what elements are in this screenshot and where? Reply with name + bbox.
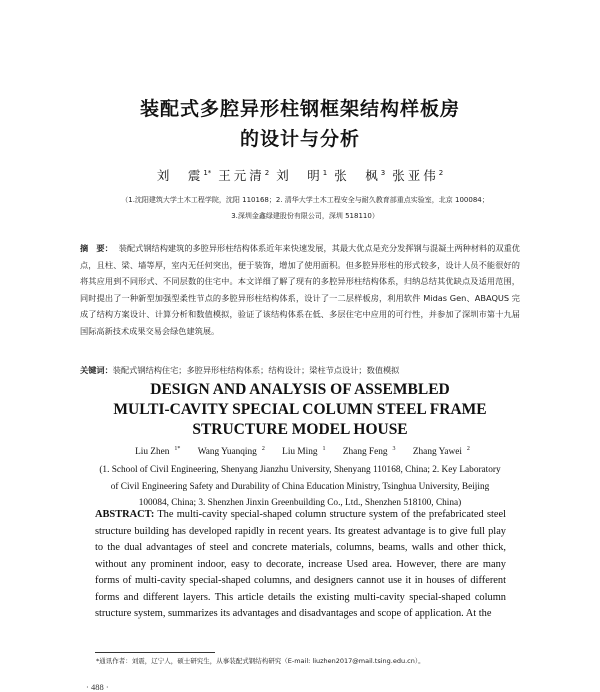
chinese-title-line-2: 的设计与分析	[239, 128, 360, 150]
chinese-abstract	[80, 240, 520, 339]
cn-author: 张亚伟$^2$	[392, 168, 444, 183]
chinese-keywords	[80, 365, 520, 376]
en-author: Zhang Feng $^3$	[342, 446, 396, 458]
chinese-title-line-1: 装配式多腔异形柱钢框架结构样板房	[139, 98, 460, 120]
cn-author: 刘 震$^{1*}$	[156, 168, 212, 183]
english-title-line-1: DESIGN AND ANALYSIS OF ASSEMBLED	[150, 381, 450, 398]
footnote: *通讯作者：刘震，辽宁人，硕士研究生，从事装配式钢结构研究（E-mail: liuzhen2017@mail.tsing.edu.cn）。	[96, 657, 425, 665]
cn-affiliation-line-2: 3.深圳金鑫绿建股份有限公司，深圳 518110）	[231, 212, 379, 220]
cn-author: 王元清$^2$	[218, 168, 270, 183]
footnote-divider	[95, 652, 215, 653]
english-authors	[0, 446, 600, 457]
cn-abstract-label: 摘 要：	[80, 243, 113, 253]
chinese-affiliations	[120, 192, 490, 224]
en-author: Zhang Yawei $^2$	[412, 446, 470, 458]
page-number: · 488 ·	[86, 682, 109, 692]
english-affiliations: (1. School of Civil Engineering, Shenyang Jianzhu University, Shenyang 110168, China; 2. Key Laboratory of Civil Engineering Safety and Durability of China Education Ministry, Tsinghua University, Beijing 100084, China; 3. Shenzhen Jinxin Greenbuilding Co., Ltd., Shenzhen 518100, China)	[99, 465, 501, 508]
en-abstract-label: ABSTRACT:	[95, 509, 155, 520]
cn-author: 刘 明$^1$	[276, 168, 328, 183]
chinese-title	[0, 94, 600, 154]
english-title-line-2: MULTI-CAVITY SPECIAL COLUMN STEEL FRAME	[113, 401, 487, 418]
en-author: Wang Yuanqing $^2$	[197, 446, 265, 458]
cn-keywords-label: 关键词：	[80, 365, 113, 375]
chinese-authors	[0, 166, 600, 184]
en-author: Liu Zhen $^{1*}$	[135, 446, 181, 458]
english-title	[0, 380, 600, 440]
cn-author: 张 枫$^3$	[334, 168, 386, 183]
english-title-line-3: STRUCTURE MODEL HOUSE	[192, 421, 408, 438]
english-abstract	[95, 507, 506, 623]
en-author: Liu Ming $^1$	[282, 446, 326, 458]
cn-affiliation-line-1: （1.沈阳建筑大学土木工程学院，沈阳 110168；2. 清华大学土木工程安全与耐久教育部重点实验室，北京 100084；	[121, 196, 489, 204]
cn-keywords-text: 装配式钢结构住宅；多腔异形柱结构体系；结构设计；梁柱节点设计；数值模拟	[112, 365, 400, 375]
cn-abstract-text: 装配式钢结构建筑的多腔异形柱结构体系近年来快速发展，其最大优点是充分发挥钢与混凝土两种材料的双重优点，且柱、梁、墙等厚，室内无任何突出，便于装饰，增加了使用面积。但多腔异形柱的形式较多，设计人员不能很好的将其应用到不同形式、不同层数的住宅中。本文详细了解了现有的多腔异形柱结构体系，归纳总结其优缺点及适用范围，同时提出了一种新型加强型柔性节点的多腔异形柱结构体系，设计了一二层样板房，利用软件 Midas Gen、ABAQUS 完成了结构方案设计、计算分析和数值模拟，验证了该结构体系在低、多层住宅中应用的可行性，并参加了深圳市第十九届国际高新技术成果交易会绿色建筑展。	[80, 243, 520, 336]
en-abstract-text: The multi-cavity special-shaped column structure system of the prefabricated steel structure building has developed rapidly in recent years. Its greatest advantage is to give full play to the dual advantages of steel and concrete materials, columns, beams, walls and other thick, without any prominent indoor, easy to decorate, increase Used area. However, there are many forms of multi-cavity special-shaped columns, and designers cannot use it in houses of different forms and different layers. This article details the existing multi-cavity special-shaped column structure system, summarizes its advantages and disadvantages and scope of application. At the	[95, 509, 506, 619]
